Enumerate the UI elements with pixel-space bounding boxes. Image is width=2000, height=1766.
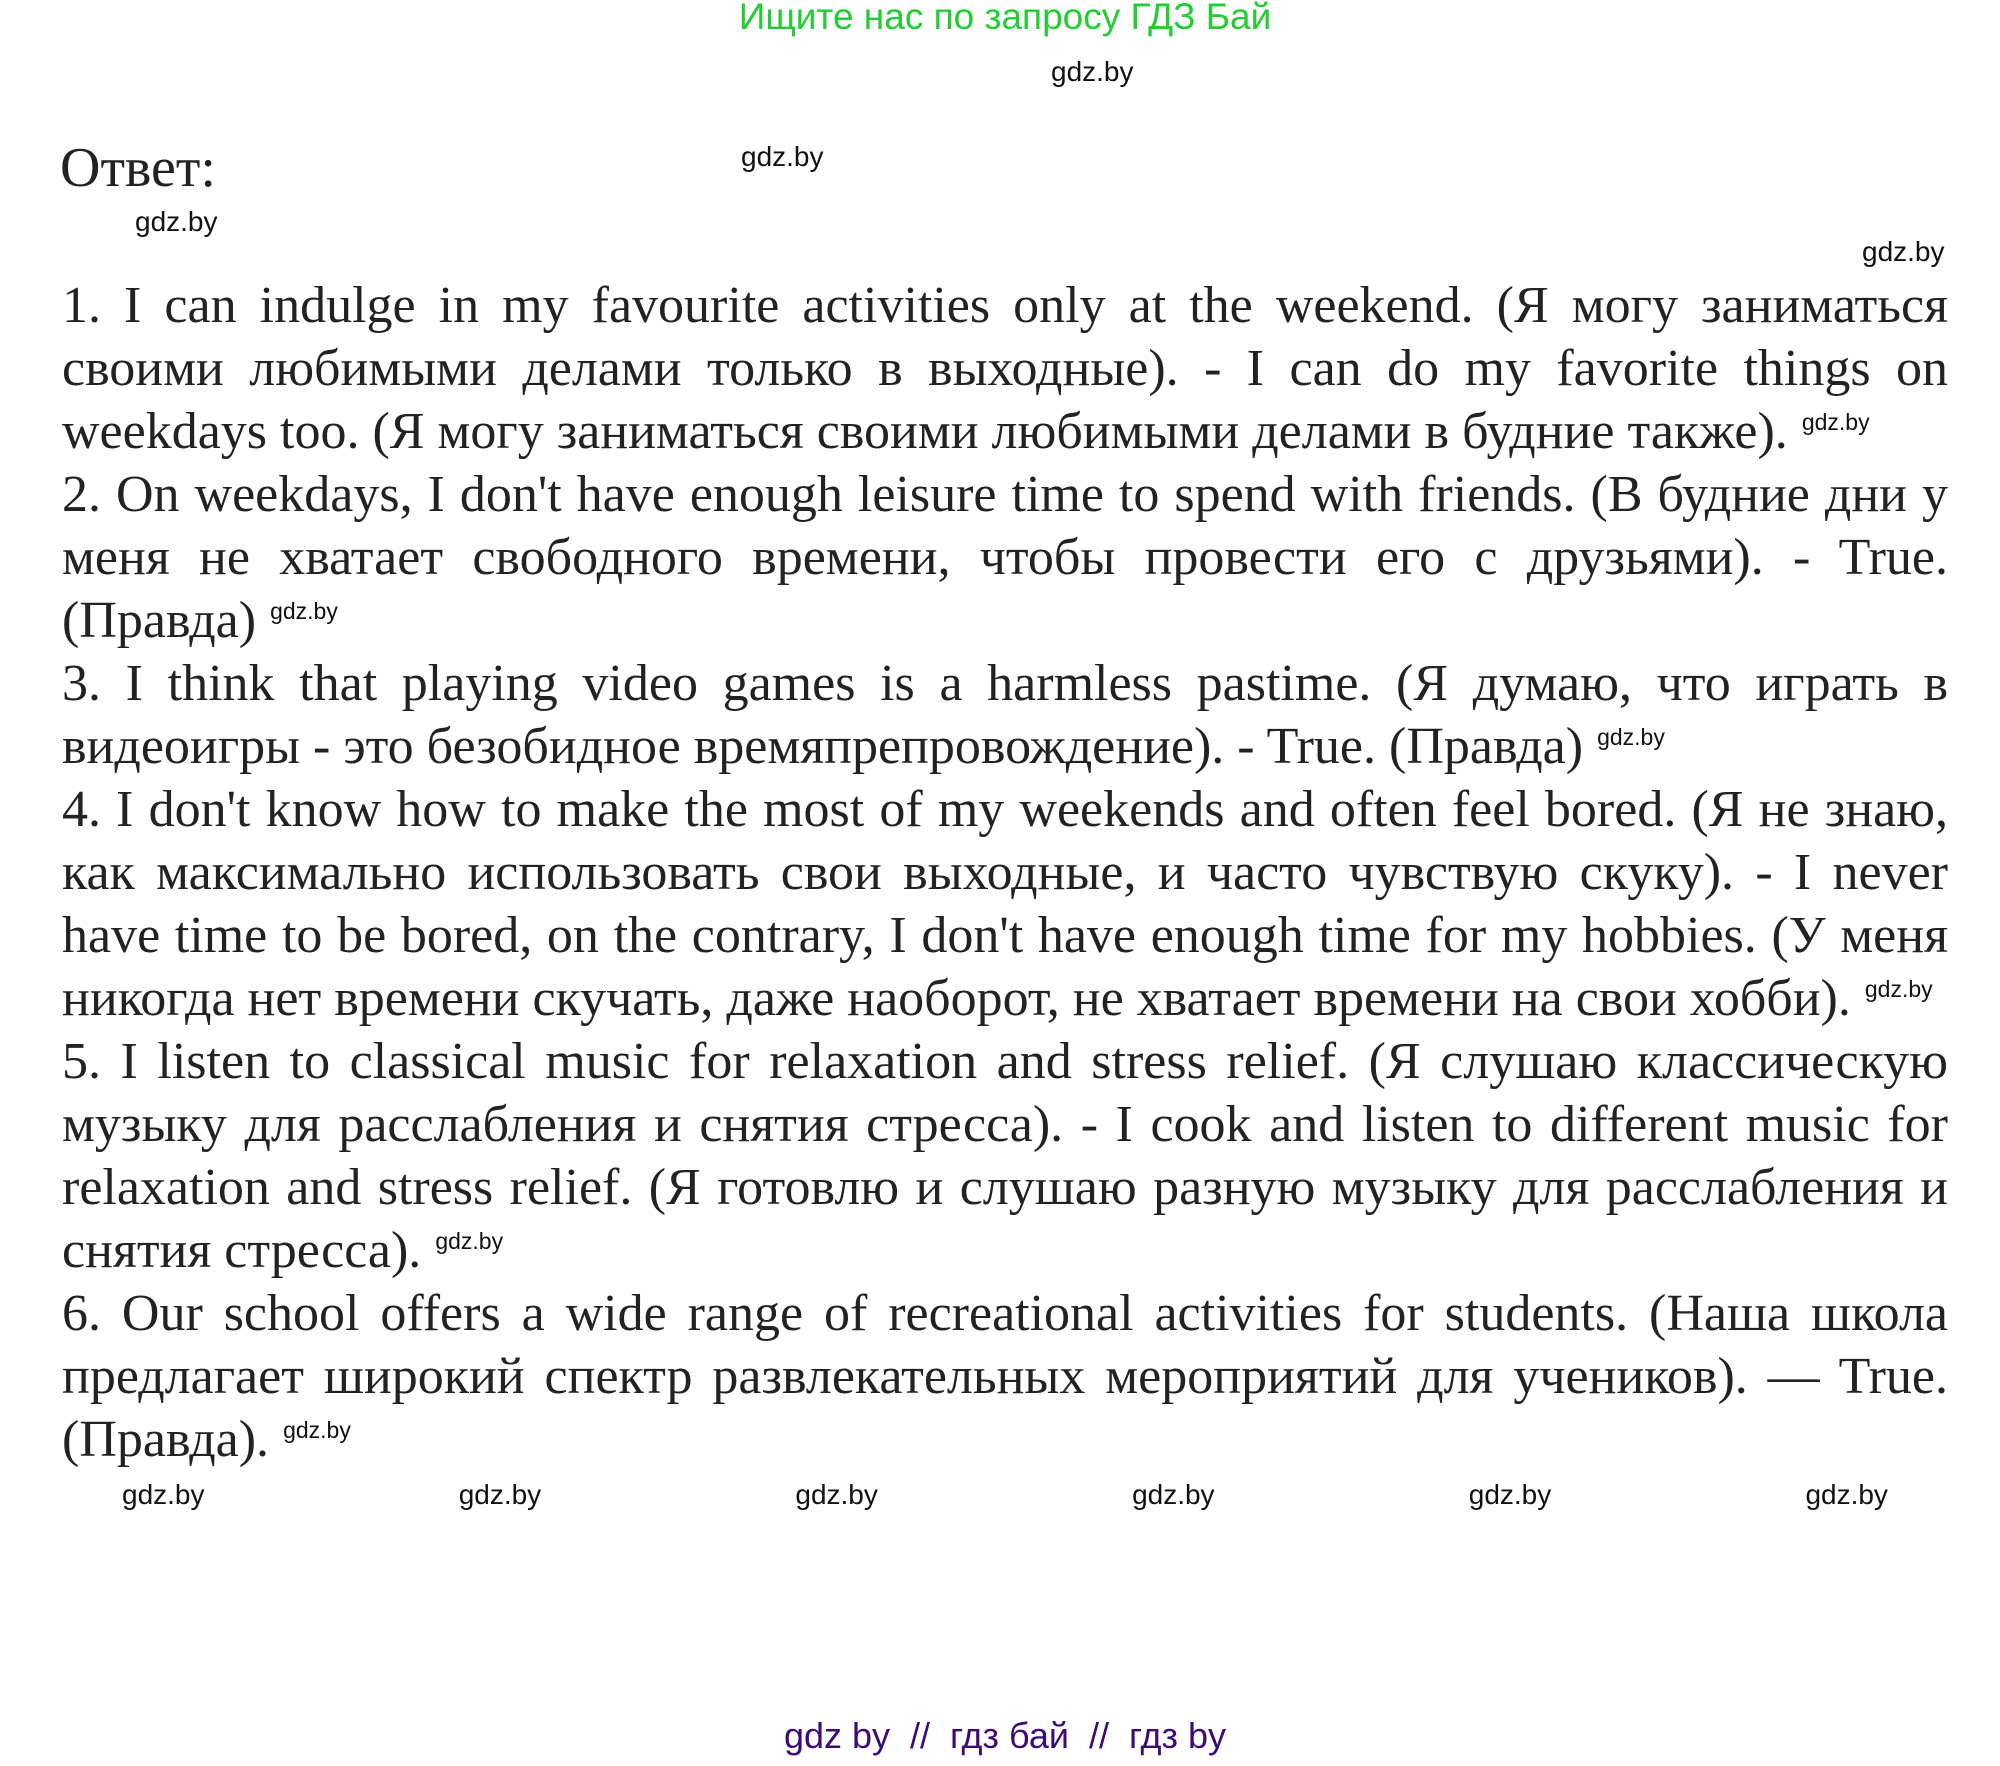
watermark-row (62, 1471, 1948, 1513)
answer-list (62, 274, 1948, 1766)
watermark: gdz.by (1801, 408, 1870, 435)
watermark: gdz.by (741, 141, 824, 172)
answer-text: 1. I can indulge in my favourite activities only at the weekend. (Я могу заниматься своими любимыми делами только в выходные). - I can do my favorite things on weekdays too. (Я могу заниматься своими любимыми делами в будние также). (62, 277, 1948, 460)
answer-text: 4. I don't know how to make the most of my weekends and often feel bored. (Я не знаю, как максимально использовать свои выходные, и часто чувствую скуку). - I never have time to be bored, on the contrary, I don't have enough time for my hobbies. (У меня никогда нет времени скучать, даже наоборот, не хватает времени на свои хобби). (62, 781, 1948, 1027)
watermark: gdz.by (122, 1479, 205, 1510)
answer-item (62, 274, 1948, 463)
watermark: gdz.by (435, 1227, 504, 1254)
answer-text: 6. Our school offers a wide range of recreational activities for students. (Наша школа предлагает широкий спектр развлекательных мероприятий для учеников). — True. (Правда). (62, 1285, 1948, 1468)
answer-item (62, 778, 1948, 1030)
answer-item (62, 652, 1948, 778)
answer-heading: Ответ: (60, 137, 216, 199)
watermark: gdz.by (1132, 1479, 1215, 1510)
answer-item (62, 1282, 1948, 1471)
watermark: gdz.by (1862, 236, 1945, 267)
watermark: gdz.by (1468, 1479, 1552, 1510)
watermark: gdz.by (270, 597, 338, 624)
footer-links[interactable]: gdz by // гдз бай // гдз by (783, 1715, 1227, 1756)
watermark: gdz.by (135, 206, 218, 237)
answer-text: 5. I listen to classical music for relaxation and stress relief. (Я слушаю классическую музыку для расслабления и снятия стресса). - I cook and listen to different music for relaxation and stress relief. (Я готовлю и слушаю разную музыку для расслабления и снятия стресса). (62, 1033, 1948, 1279)
watermark: gdz.by (795, 1479, 878, 1510)
watermark: gdz.by (1051, 56, 1134, 87)
watermark: gdz.by (1864, 975, 1933, 1002)
watermark: gdz.by (1597, 723, 1665, 750)
watermark: gdz.by (1805, 1479, 1888, 1510)
promo-banner[interactable]: Ищите нас по запросу ГДЗ Бай (738, 0, 1272, 37)
watermark: gdz.by (458, 1479, 542, 1510)
answer-item (62, 463, 1948, 652)
watermark: gdz.by (283, 1416, 351, 1443)
answer-text: 3. I think that playing video games is a harmless pastime. (Я думаю, что играть в видеоигры - это безобидное времяпрепровождение). - True. (Правда) (62, 655, 1948, 775)
answer-text: 2. On weekdays, I don't have enough leisure time to spend with friends. (В будние дни у меня не хватает свободного времени, чтобы провести его с друзьями). - True. (Правда) (62, 466, 1948, 649)
answer-item (62, 1030, 1948, 1282)
